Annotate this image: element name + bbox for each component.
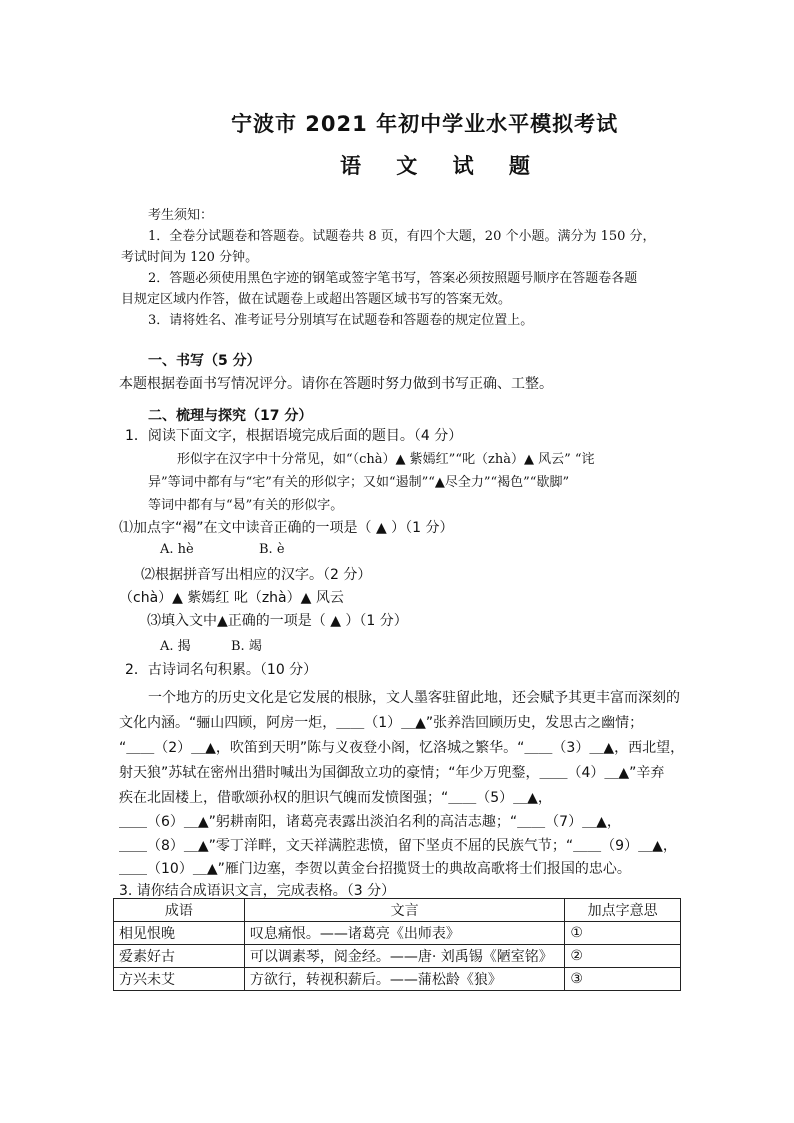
q2-line: 一个地方的历史文化是它发展的根脉，文人墨客驻留此地，还会赋予其更丰富而深刻的 bbox=[148, 690, 680, 706]
option-b: B. è bbox=[259, 542, 285, 557]
table-row bbox=[114, 968, 681, 991]
exam-title: 宁波市 2021 年初中学业水平模拟考试 bbox=[231, 112, 619, 136]
q2-line: 疾在北固楼上，借歌颂孙权的胆识气魄而发愤图强；“＿＿（5）＿▲， bbox=[119, 790, 552, 806]
column-header: 文言 bbox=[244, 899, 565, 922]
table-row bbox=[114, 945, 681, 968]
passage-line: 形似字在汉字中十分常见，如“（chà）▲ 紫嫣红”“叱（zhà）▲ 风云” “诧 bbox=[177, 452, 595, 467]
section1-heading: 一、书写（5 分） bbox=[148, 353, 261, 369]
idiom-cell: 方兴未艾 bbox=[114, 968, 245, 991]
option-a: A. hè bbox=[160, 542, 194, 557]
q2-line: “＿＿（2）＿▲，吹笛到天明”陈与义夜登小阁，忆洛城之繁华。“＿＿（3）＿▲，西北望， bbox=[119, 740, 685, 756]
q2-line: 文化内涵。“骊山四顾，阿房一炬，＿＿（1）＿▲”张养浩回顾历史，发思古之幽情； bbox=[119, 715, 644, 731]
exam-subtitle: 语 文 试 题 bbox=[340, 154, 544, 178]
q2-line: ＿＿（8）＿▲”零丁洋畔，文天祥满腔悲愤，留下坚贞不屈的民族气节；“＿＿（9）＿▲， bbox=[119, 838, 677, 854]
table-header-row bbox=[114, 899, 681, 922]
meaning-cell: ② bbox=[565, 945, 681, 968]
meaning-cell: ③ bbox=[565, 968, 681, 991]
q2-line: ＿＿（10）＿▲”雁门边塞，李贺以黄金台招揽贤士的典故高歌将士们报国的忠心。 bbox=[119, 861, 631, 877]
q2-line: ＿＿（6）＿▲”躬耕南阳，诸葛亮表露出淡泊名利的高洁志趣；“＿＿（7）＿▲， bbox=[119, 814, 621, 830]
idiom-cell: 相见恨晚 bbox=[114, 922, 245, 945]
idiom-table bbox=[113, 898, 681, 991]
q1-sub2-line: （chà）▲ 紫嫣红 叱（zhà）▲ 风云 bbox=[119, 590, 344, 606]
column-header: 加点字意思 bbox=[565, 899, 681, 922]
q2-line: 射天狼”苏轼在密州出猎时喊出为国御敌立功的豪情；“年少万兜鍪，＿＿（4）＿▲”辛弃 bbox=[119, 765, 665, 781]
notice-line: 2．答题必须使用黑色字迹的钢笔或签字笔书写，答案必须按照题号顺序在答题卷各题 bbox=[148, 271, 638, 286]
notice-line: 3．请将姓名、准考证号分别填写在试题卷和答题卷的规定位置上。 bbox=[148, 313, 534, 328]
passage-line: 等词中都有与“曷”有关的形似字。 bbox=[148, 498, 344, 513]
notice-line: 1．全卷分试题卷和答题卷。试题卷共 8 页，有四个大题，20 个小题。满分为 150 分， bbox=[148, 229, 656, 244]
meaning-cell: ① bbox=[565, 922, 681, 945]
q1-sub2: ⑵根据拼音写出相应的汉字。（2 分） bbox=[141, 567, 372, 583]
q1-stem: 1．阅读下面文字，根据语境完成后面的题目。（4 分） bbox=[125, 428, 463, 444]
q2-stem: 2．古诗词名句积累。（10 分） bbox=[125, 662, 318, 678]
table-row bbox=[114, 922, 681, 945]
notice-line: 考试时间为 120 分钟。 bbox=[121, 250, 259, 265]
notice-heading: 考生须知： bbox=[148, 208, 214, 223]
classical-text-cell: 方欲行，转视积薪后。——蒲松龄《狼》 bbox=[244, 968, 565, 991]
option-b: B. 竭 bbox=[231, 639, 262, 654]
section1-body: 本题根据卷面书写情况评分。请你在答题时努力做到书写正确、工整。 bbox=[119, 376, 553, 392]
passage-line: 异”等词中都有与“宅”有关的形似字；又如“遏制”“▲尽全力”“褐色”“歇脚” bbox=[148, 475, 570, 490]
q3-stem: 3. 请你结合成语识文言，完成表格。（3 分） bbox=[119, 883, 396, 899]
idiom-cell: 爱素好古 bbox=[114, 945, 245, 968]
section2-heading: 二、梳理与探究（17 分） bbox=[148, 408, 313, 424]
column-header: 成语 bbox=[114, 899, 245, 922]
classical-text-cell: 叹息痛恨。——诸葛亮《出师表》 bbox=[244, 922, 565, 945]
notice-line: 目规定区域内作答，做在试题卷上或超出答题区域书写的答案无效。 bbox=[121, 292, 512, 307]
q1-sub3: ⑶填入文中▲正确的一项是（ ▲ ）（1 分） bbox=[147, 613, 408, 629]
q1-sub1: ⑴加点字“褐”在文中读音正确的一项是（ ▲ ）（1 分） bbox=[119, 520, 454, 536]
classical-text-cell: 可以调素琴，阅金经。——唐· 刘禹锡《陋室铭》 bbox=[244, 945, 565, 968]
option-a: A. 揭 bbox=[160, 639, 191, 654]
